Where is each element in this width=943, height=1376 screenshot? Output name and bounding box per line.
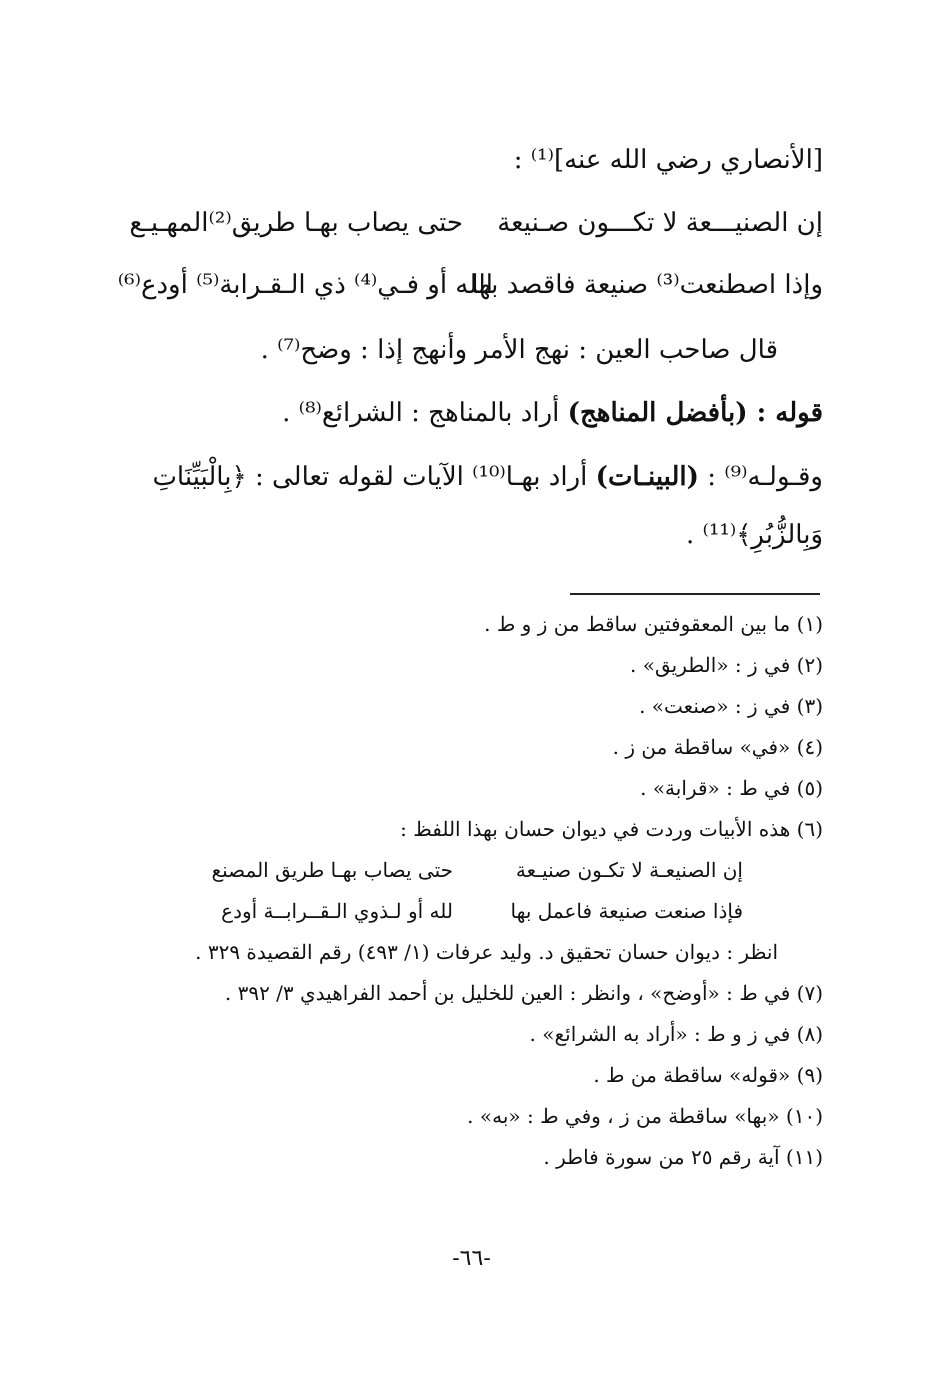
footnote-4: (٤) «في» ساقطة من ز . [612,735,823,759]
footnote-3: (٣) في ز : «صنعت» . [639,694,823,718]
footnote-6: (٦) هذه الأبيات وردت في ديوان حسان بهذا اللفظ : [400,817,823,841]
paragraph-manahij-text: أراد بالمناهج : الشرائع⁽⁸⁾ . [282,398,568,428]
footnote-11: (١١) آية رقم ٢٥ من سورة فاطر . [543,1145,823,1169]
footnote-6-verse2-first: فإذا صنعت صنيعة فاعمل بها [510,899,743,923]
paragraph-bayyinat [105,462,823,492]
heading-line: [الأنصاري رضي الله عنه]⁽¹⁾ : [513,145,823,175]
quoted-term-manahij: قوله : (بأفضل المناهج) [567,398,823,428]
footnote-6-verse1-first: إن الصنيعـة لا تكـون صنيـعة [515,858,743,882]
footnote-6-verse2-second: لله أو لـذوي الـقــرابــة أودع [221,899,453,923]
quoted-term-bayyinat: (البينـات) [595,462,699,492]
paragraph-bayyinat-text: أراد بهـا⁽¹⁰⁾ الآيات لقوله تعالى : ﴿بِالْبَيِّنَاتِ [152,462,596,492]
footnote-separator [570,593,820,595]
footnote-10: (١٠) «بها» ساقطة من ز ، وفي ط : «به» . [467,1104,823,1128]
footnote-1: (١) ما بين المعقوفتين ساقط من ز و ط . [484,612,823,636]
paragraph-bayyinat-continued: وَبِالزُّبُرِ﴾⁽¹¹⁾ . [686,520,823,550]
verse2-first-hemistich: وإذا اصطنعت⁽³⁾ صنيعة فاقصد بها [471,270,823,300]
footnote-9: (٩) «قوله» ساقطة من ط . [593,1063,823,1087]
verse1-first-hemistich: إن الصنيـــعة لا تكـــون صـنيعة [497,208,823,238]
verse2-second-hemistich: الله أو فـي⁽⁴⁾ ذي الـقـرابة⁽⁵⁾ أودع⁽⁶⁾ [117,270,493,300]
footnote-8: (٨) في ز و ط : «أراد به الشرائع» . [529,1022,823,1046]
footnote-5: (٥) في ط : «قرابة» . [640,776,823,800]
footnote-6-verse1-second: حتى يصاب بهـا طريق المصنع [211,858,453,882]
verse1-second-hemistich: حتى يصاب بهـا طريق⁽²⁾المهـيـع [129,208,463,238]
paragraph-manahij [105,398,823,428]
paragraph-bayyinat-lead: وقـولـه⁽⁹⁾ : [698,462,823,492]
footnote-2: (٢) في ز : «الطريق» . [630,653,823,677]
paragraph-definition: قال صاحب العين : نهج الأمر وأنهج إذا : وضح⁽⁷⁾ . [260,335,778,365]
footnote-7: (٧) في ط : «أوضح» ، وانظر : العين للخليل بن أحمد الفراهيدي ٣/ ٣٩٢ . [224,981,823,1005]
page-number: -٦٦- [452,1246,491,1271]
footnote-6-reference: انظر : ديوان حسان تحقيق د. وليد عرفات (١/ ٤٩٣) رقم القصيدة ٣٢٩ . [195,940,778,964]
